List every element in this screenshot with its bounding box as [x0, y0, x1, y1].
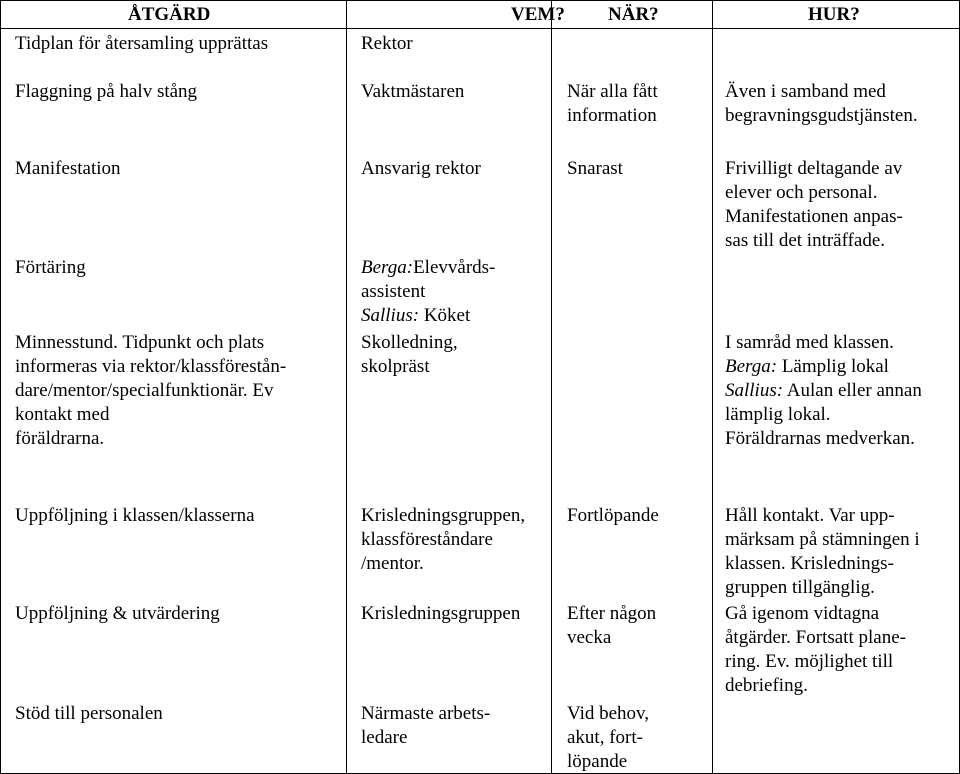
school-label-berga: Berga: — [361, 257, 414, 278]
table-row-3-who — [361, 256, 495, 328]
table-row-5-how: Håll kontakt. Var upp- märksam på stämningen i klassen. Krislednings- gruppen tillgänglig. — [725, 505, 920, 598]
table-row-2-how: Frivilligt deltagande av elever och personal. Manifestationen anpas- sas till det inträffade. — [725, 158, 903, 251]
table-row-2-when: Snarast — [567, 158, 623, 179]
table-row-7-action: Stöd till personalen — [15, 703, 163, 724]
school-label-sallius: Sallius: — [725, 380, 784, 401]
table-row-1-how: Även i samband med begravningsgudstjänsten. — [725, 81, 918, 126]
table-row-6-how: Gå igenom vidtagna åtgärder. Fortsatt plane- ring. Ev. möjlighet till debriefing. — [725, 603, 906, 696]
who-text: Köket — [419, 305, 471, 326]
table-row-2-who: Ansvarig rektor — [361, 158, 481, 179]
table-row-3-action: Förtäring — [15, 257, 86, 278]
table-row-7-who: Närmaste arbets- ledare — [361, 703, 491, 748]
table-row-4-how — [725, 331, 922, 451]
column-divider — [346, 0, 347, 774]
table-row-0-who: Rektor — [361, 33, 413, 54]
column-divider — [551, 0, 552, 774]
table-row-5-when: Fortlöpande — [567, 505, 659, 526]
header-divider — [0, 28, 960, 29]
table-row-1-when: När alla fått information — [567, 81, 658, 126]
header-when: NÄR? — [608, 4, 659, 25]
table-row-6-action: Uppföljning & utvärdering — [15, 603, 220, 624]
header-who: VEM? — [511, 4, 565, 25]
table-row-6-when: Efter någon vecka — [567, 603, 657, 648]
how-text: Föräldrarnas medverkan. — [725, 428, 915, 449]
table-row-2-action: Manifestation — [15, 158, 121, 179]
table-row-7-when: Vid behov, akut, fort- löpande — [567, 703, 650, 772]
table-row-5-who: Krisledningsgruppen, klassföreståndare /mentor. — [361, 505, 526, 574]
who-text: Elevvårds- assistent — [361, 257, 496, 302]
school-label-sallius: Sallius: — [361, 305, 420, 326]
header-how: HUR? — [808, 4, 860, 25]
table-row-1-action: Flaggning på halv stång — [15, 81, 198, 102]
header-action: ÅTGÄRD — [128, 4, 211, 25]
table-row-4-action: Minnesstund. Tidpunkt och plats informeras via rektor/klassförestån- dare/mentor/specialfunktionär. Ev kontakt med föräldrarna. — [15, 332, 287, 449]
how-text: Lämplig lokal — [777, 356, 889, 377]
column-divider — [712, 0, 713, 774]
table-row-1-who: Vaktmästaren — [361, 81, 465, 102]
table-row-4-who: Skolledning, skolpräst — [361, 332, 458, 377]
table-row-0-action: Tidplan för återsamling upprättas — [15, 33, 269, 54]
table-row-6-who: Krisledningsgruppen — [361, 603, 521, 624]
school-label-berga: Berga: — [725, 356, 778, 377]
how-text: I samråd med klassen. — [725, 332, 894, 353]
table-row-5-action: Uppföljning i klassen/klasserna — [15, 505, 255, 526]
how-text: Aulan eller annan lämplig lokal. — [725, 380, 922, 425]
